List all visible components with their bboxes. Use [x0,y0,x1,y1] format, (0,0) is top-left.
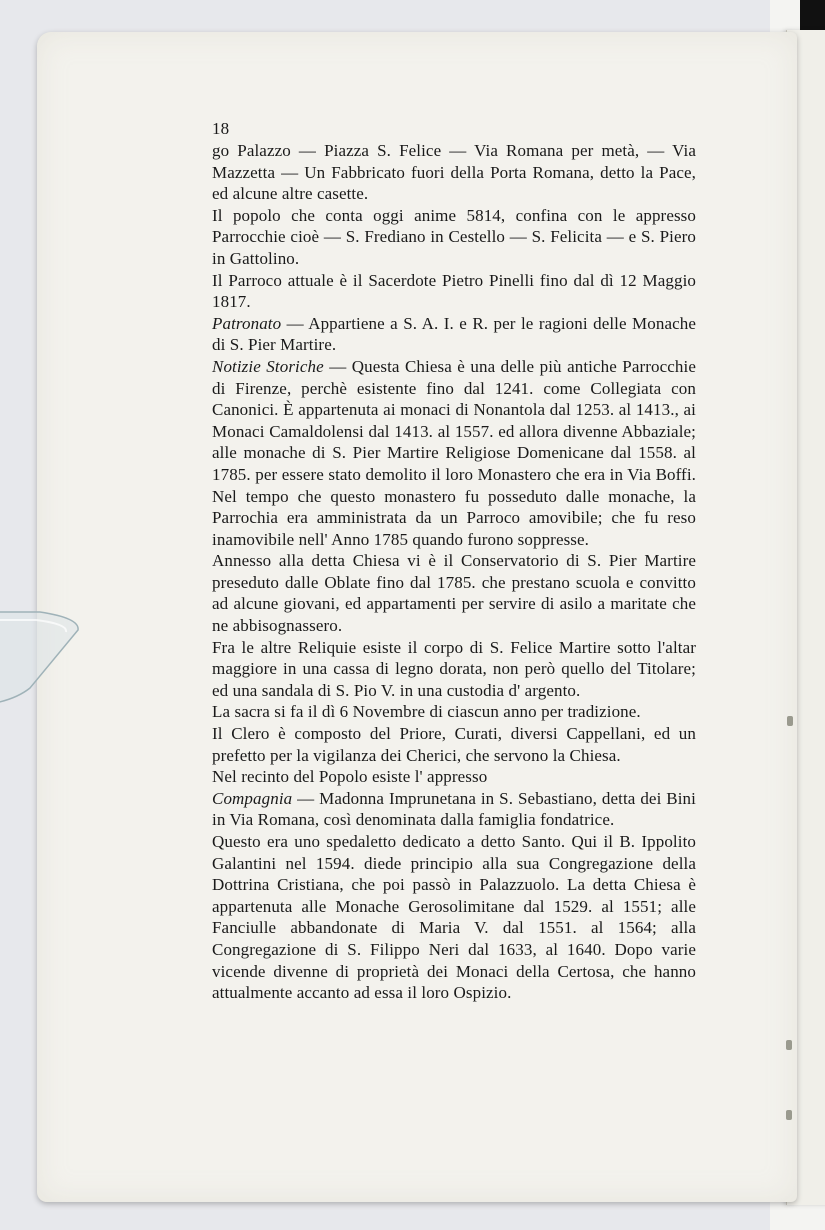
page-number: 18 [212,119,230,138]
paragraph-text: Nel recinto del Popolo esiste l' appresso [212,767,488,787]
paragraph [212,140,696,205]
paragraph [212,270,696,313]
page-edge-mark [787,716,793,726]
paragraph-text: — Questa Chiesa è una delle più antiche Parrocchie di Firenze, perchè esistente fino dal 1241. come Collegiata con Canonici. È appartenuta ai monaci di Nonantola dal 1253. al 1413., ai Monaci Camaldolensi dal 1413. al 1557. ed allora divenne Abbaziale; alle monache di S. Pier Martire Religiose Domenicane dal 1558. al 1785. per essere stato demolito il loro Monastero che era in Via Boffi. Nel tempo che questo monastero fu posseduto dalle monache, la Parrochia era amministrata da un Parroco amovibile; che fu reso inamovibile nell' Anno 1785 quando furono soppresse. [212,356,696,549]
paragraph [212,205,696,270]
paragraph [212,356,696,550]
paragraph-text: Il Clero è composto del Priore, Curati, diversi Cappellani, ed un prefetto per la vigilanza dei Cherici, che servono la Chiesa. [212,724,696,765]
paragraph [212,550,696,636]
paragraph-text: Il popolo che conta oggi anime 5814, confina con le appresso Parrocchie cioè — S. Frediano in Cestello — S. Felicita — e S. Piero in Gattolino. [212,205,696,268]
paragraph-text: Fra le altre Reliquie esiste il corpo di S. Felice Martire sotto l'altar maggiore in una cassa di legno dorata, non però quello del Titolare; ed una sandala di S. Pio V. in una custodia d' argento. [212,637,696,700]
page-edge-mark [786,1110,792,1120]
paragraph-label: Notizie Storiche [212,356,324,376]
paragraph-text: — Appartiene a S. A. I. e R. per le ragioni delle Monache di S. Pier Martire. [212,313,696,355]
paragraph-text: Annesso alla detta Chiesa vi è il Conservatorio di S. Pier Martire preseduto dalle Oblate fino dal 1785. che prestano scuola e convitto ad alcune giovani, ed appartamenti per servire di asilo a maritate che ne abbisognassero. [212,551,696,636]
paragraph-label: Compagnia [212,788,293,808]
paragraph-text: go Palazzo — Piazza S. Felice — Via Romana per metà, — Via Mazzetta — Un Fabbricato fuori della Porta Romana, detto la Pace, ed alcune altre casette. [212,141,696,204]
paragraph-label: Patronato [212,313,282,333]
paragraph-text: La sacra si fa il dì 6 Novembre di ciascun anno per tradizione. [212,702,641,722]
paragraph [212,313,696,356]
paragraph-list [212,140,696,1004]
paragraph [212,637,696,702]
paragraph-text: Questo era uno spedaletto dedicato a detto Santo. Qui il B. Ippolito Galantini nel 1594. diede principio alla sua Congregazione della Dottrina Cristiana, che poi passò in Palazzuolo. La detta Chiesa è appartenuta alle Monache Gerosolimitane dal 1529. al 1551; alle Fanciulle abbandonate di Maria V. dal 1551. al 1564; alla Congregazione di S. Filippo Neri dal 1633, al 1640. Dopo varie vicende divenne di proprietà dei Monaci della Certosa, che hanno attualmente accanto ad essa il loro Ospizio. [212,832,696,1003]
paragraph-text: Il Parroco attuale è il Sacerdote Pietro Pinelli fino dal dì 12 Maggio 1817. [212,270,696,312]
paragraph [212,766,696,788]
page-text [212,118,696,1004]
paragraph [212,723,696,766]
paragraph [212,831,696,1004]
page-edge-mark [786,1040,792,1050]
glass-weight-icon [0,600,88,710]
paragraph-text: — Madonna Imprunetana in S. Sebastiano, detta dei Bini in Via Romana, così denominata dalla famiglia fondatrice. [212,788,696,830]
paragraph [212,701,696,723]
paragraph [212,788,696,831]
